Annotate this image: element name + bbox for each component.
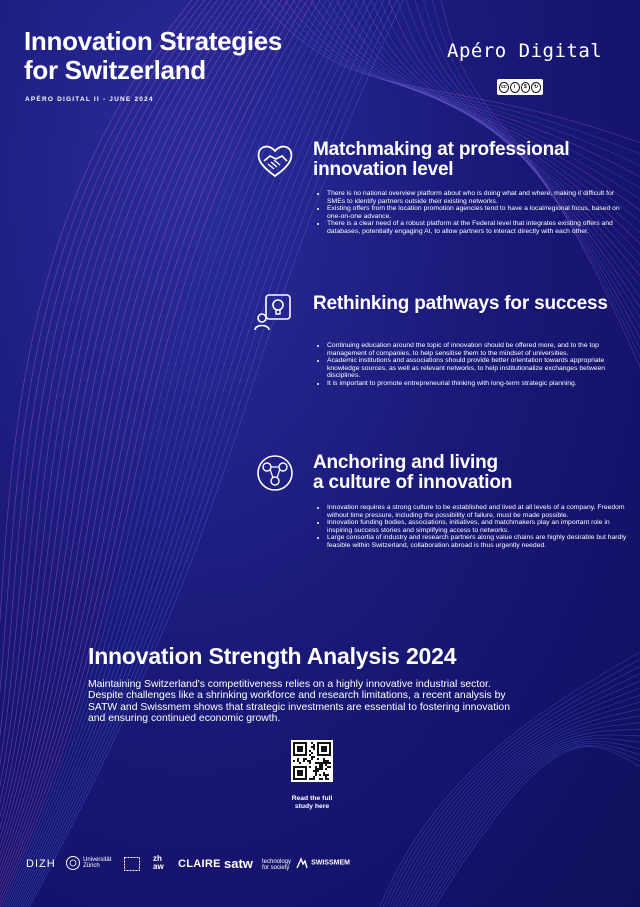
list-item: • Academic institutions and associations should provide better orientation towards appropriate knowledge sources, as well as relevant networks, to help institutionalize exchanges between disciplines. xyxy=(327,357,627,380)
handshake-heart-icon xyxy=(255,141,295,181)
section-title-matchmaking xyxy=(313,140,569,180)
qr-module xyxy=(323,774,325,776)
swissmem-mark-icon xyxy=(296,857,308,869)
qr-module xyxy=(321,766,323,768)
qr-module xyxy=(327,762,329,764)
qr-module xyxy=(313,744,315,746)
wave-line xyxy=(0,0,244,907)
qr-module xyxy=(321,778,323,780)
qr-module xyxy=(319,768,321,770)
qr-module xyxy=(319,766,321,768)
qr-module xyxy=(313,756,315,758)
list-item: • It is important to promote entrepreneurial thinking with long-term strategic planning. xyxy=(327,380,627,388)
title-line-1: Innovation Strategies xyxy=(24,26,283,56)
qr-module xyxy=(309,762,311,764)
list-item: • Continuing education around the topic of innovation should be offered more, and to the top management of companies, to help sensitise them to the mindset of universities. xyxy=(327,342,627,357)
qr-module xyxy=(319,774,321,776)
qr-code-pattern xyxy=(293,742,331,780)
qr-module xyxy=(327,778,329,780)
wave-line xyxy=(0,0,200,907)
qr-module xyxy=(315,770,317,772)
qr-module xyxy=(311,746,313,748)
qr-module xyxy=(297,760,299,762)
qr-module xyxy=(311,778,313,780)
qr-module xyxy=(299,762,301,764)
qr-module xyxy=(317,770,319,772)
qr-module xyxy=(313,746,315,748)
qr-module xyxy=(319,764,321,766)
page-title xyxy=(24,27,324,85)
qr-module xyxy=(303,758,305,760)
qr-module xyxy=(315,768,317,770)
qr-module xyxy=(309,754,311,756)
qr-module xyxy=(309,766,311,768)
qr-code-icon[interactable] xyxy=(291,740,333,782)
cc-by-nc-sa-icon: cc i $ ↻ xyxy=(497,79,543,95)
qr-module xyxy=(311,758,313,760)
qr-module xyxy=(297,758,299,760)
qr-module xyxy=(325,776,327,778)
qr-module xyxy=(309,750,311,752)
qr-module xyxy=(317,768,319,770)
qr-module xyxy=(325,764,327,766)
qr-module xyxy=(321,764,323,766)
claire-logo: CLAIRE xyxy=(178,858,221,870)
qr-module xyxy=(315,772,317,774)
tagline-line: for society xyxy=(262,865,290,871)
qr-module xyxy=(323,772,325,774)
event-subtitle: APÉRO DIGITAL II - JUNE 2024 xyxy=(25,96,154,103)
section-list-pathways xyxy=(316,342,627,388)
qr-module xyxy=(321,768,323,770)
read-study-link[interactable] xyxy=(282,795,342,811)
wave-line xyxy=(434,746,640,907)
qr-module xyxy=(319,762,321,764)
qr-module xyxy=(309,778,311,780)
list-item: • Large consortia of industry and research partners along value chains are highly desirable but hardly feasible within Switzerland, collaboration abroad is thus urgently needed. xyxy=(327,534,627,549)
wave-line xyxy=(402,696,640,907)
qr-module xyxy=(325,760,327,762)
qr-module xyxy=(311,752,313,754)
institute-logo-icon xyxy=(124,857,140,871)
person-lightbulb-icon xyxy=(254,292,294,332)
list-item: • Innovation funding bodies, associations, initiatives, and matchmakers play an important role in inspiring success stories and simplifying access to networks. xyxy=(327,519,627,534)
qr-module xyxy=(313,748,315,750)
uzh-name-line: Universität xyxy=(83,856,112,863)
section-title-pathways xyxy=(313,294,608,314)
qr-module xyxy=(329,766,331,768)
cta-line: study here xyxy=(294,803,330,810)
section-title-line: a culture of innovation xyxy=(313,472,513,493)
wave-line xyxy=(0,0,219,907)
section-list-culture xyxy=(316,504,627,550)
list-item: • Existing offers from the location promotion agencies tend to have a local/regional focus, based on one-on-one advance. xyxy=(327,205,627,220)
qr-module xyxy=(325,762,327,764)
wave-line xyxy=(412,720,640,907)
uzh-logo xyxy=(66,855,111,871)
qr-module xyxy=(323,758,325,760)
zhaw-line: zh xyxy=(153,854,162,863)
swissmem-name: SWISSMEM xyxy=(311,859,350,867)
dizh-logo: DIZH xyxy=(26,858,56,870)
qr-module xyxy=(327,774,329,776)
list-item: • There is a clear need of a robust platform at the Federal level that integrates existing offers and databases, potentially engaging AI, to allow partners to interact directly with each other. xyxy=(327,220,627,235)
qr-module xyxy=(313,776,315,778)
section-title-line: innovation level xyxy=(313,159,454,180)
section-title-line: Anchoring and living xyxy=(313,452,498,473)
cta-line: Read the full xyxy=(291,795,333,802)
uzh-seal-icon xyxy=(66,855,80,871)
qr-module xyxy=(327,760,329,762)
qr-module xyxy=(315,762,317,764)
qr-module xyxy=(303,760,305,762)
study-description: Maintaining Switzerland's competitiveness relies on a highly innovative industrial sector. Despite challenges like a shrinking workforce and research limitations, a recent analysis by SATW and Swissmem shows that strategic investments are essential to fostering innovation and ensuring continued economic growth. xyxy=(88,679,510,724)
qr-module xyxy=(307,760,309,762)
qr-finder xyxy=(297,770,303,776)
wave-line xyxy=(0,0,257,907)
qr-module xyxy=(317,762,319,764)
qr-module xyxy=(311,742,313,744)
satw-logo: satw xyxy=(224,856,253,871)
qr-module xyxy=(325,774,327,776)
qr-module xyxy=(309,760,311,762)
section-title-line: Matchmaking at professional xyxy=(313,139,570,160)
zhaw-line: aw xyxy=(153,862,164,871)
title-line-2: for Switzerland xyxy=(24,55,206,85)
section-list-matchmaking xyxy=(316,190,627,236)
qr-module xyxy=(329,762,331,764)
qr-module xyxy=(317,758,319,760)
qr-module xyxy=(321,762,323,764)
qr-module xyxy=(319,778,321,780)
qr-module xyxy=(305,758,307,760)
qr-module xyxy=(311,756,313,758)
wave-line xyxy=(0,0,288,907)
qr-finder xyxy=(297,746,303,752)
wave-line xyxy=(0,0,269,907)
qr-module xyxy=(323,760,325,762)
qr-finder xyxy=(321,746,327,752)
qr-module xyxy=(313,770,315,772)
study-title: Innovation Strength Analysis 2024 xyxy=(88,643,457,669)
brand-logo: Apéro Digital xyxy=(447,40,603,62)
qr-module xyxy=(313,778,315,780)
swissmem-logo xyxy=(296,857,350,869)
uzh-name-line: Zürich xyxy=(83,863,100,869)
qr-module xyxy=(315,774,317,776)
qr-module xyxy=(315,766,317,768)
list-item: • There is no national overview platform about who is doing what and where, making it difficult for SMEs to identify partners outside their existing networks. xyxy=(327,190,627,205)
wave-line xyxy=(0,0,232,907)
qr-module xyxy=(325,768,327,770)
qr-module xyxy=(323,762,325,764)
qr-module xyxy=(327,766,329,768)
innovation-network-icon xyxy=(255,453,295,493)
zhaw-logo xyxy=(153,855,164,871)
section-title-line: Rethinking pathways for success xyxy=(313,293,608,314)
list-item: • Innovation requires a strong culture to be established and lived at all levels of a company. Freedom without time pressure, including the possibility of failure, must be made possible. xyxy=(327,504,627,519)
qr-module xyxy=(293,760,295,762)
qr-module xyxy=(325,778,327,780)
section-title-culture xyxy=(313,453,512,493)
tagline-line: technology xyxy=(262,859,292,865)
satw-tagline xyxy=(262,859,291,871)
